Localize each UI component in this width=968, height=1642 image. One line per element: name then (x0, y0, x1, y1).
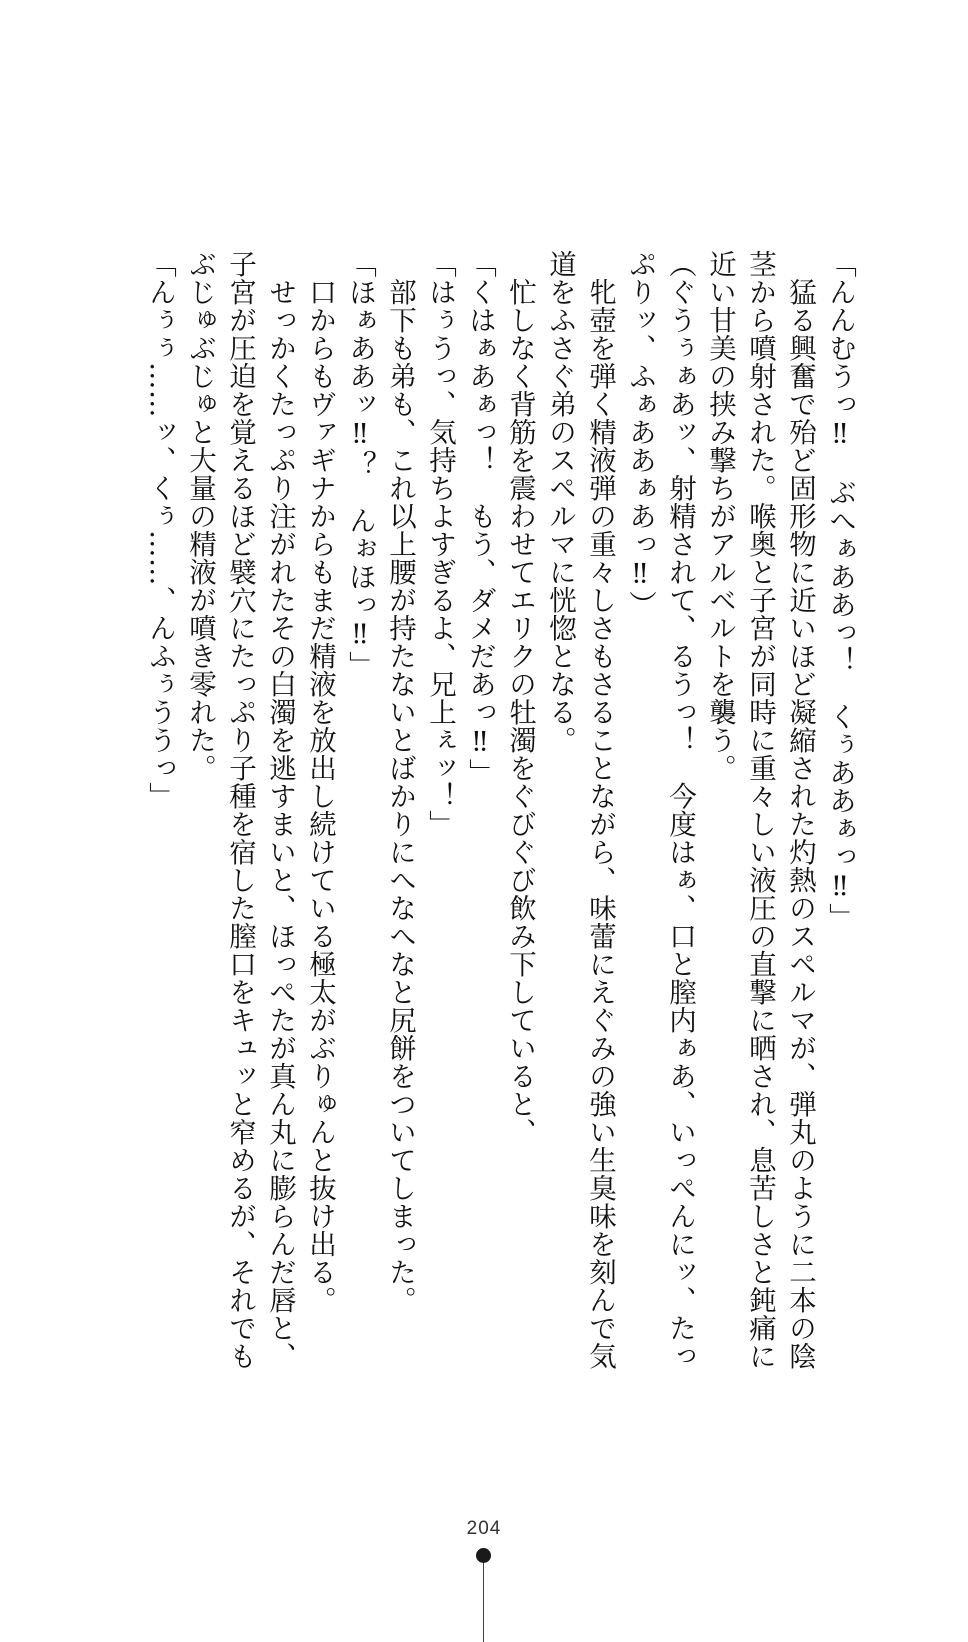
text-line: 「くはぁあぁっ！ もう、ダメだあっ‼」 (464, 250, 496, 787)
text-line: ぶじゅぶじゅと大量の精液が噴き零れた。 (184, 250, 216, 782)
vertical-text-block (144, 250, 860, 1380)
text-line: 子宮が圧迫を覚えるほど襞穴にたっぷり子種を宿した膣口をキュッと窄めるが、それでも (224, 250, 256, 1370)
text-line: 部下も弟も、これ以上腰が持たないとばかりにへなへなと尻餅をついてしまった。 (384, 250, 416, 1314)
text-line: せっかくたっぷり注がれたその白濁を逃すまいと、ほっぺたが真ん丸に膨らんだ唇と、 (264, 250, 296, 1370)
page-number: 204 (466, 1518, 502, 1539)
text-line: （ぐうぅぁあッ、射精されて、るうっ！ 今度はぁ、口と膣内ぁあ、いっぺんにッ、たっ (664, 250, 696, 1370)
text-line: 茎から噴射された。喉奥と子宮が同時に重々しい液圧の直撃に晒され、息苦しさと鈍痛に (744, 250, 776, 1370)
folio-dot-ornament (476, 1548, 491, 1563)
text-line: 道をふさぐ弟のスペルマに恍惚となる。 (544, 250, 576, 754)
text-line: 口からもヴァギナからもまだ精液を放出し続けている極太がぶりゅんと抜け出る。 (304, 250, 336, 1314)
text-line: 忙しなく背筋を震わせてエリクの牡濁をぐびぐび飲み下していると、 (504, 250, 536, 1146)
folio-rule-ornament (483, 1563, 484, 1642)
text-line: 近い甘美の挟み撃ちがアルベルトを襲う。 (704, 250, 736, 782)
text-line: 「はぅうっ、気持ちよすぎるよ、兄上ぇッ！」 (424, 250, 456, 838)
text-line: 猛る興奮で殆ど固形物に近いほど凝縮された灼熱のスペルマが、弾丸のように二本の陰 (784, 250, 816, 1370)
text-line: 「ほぁああッ‼？ んぉほっ‼」 (344, 250, 376, 679)
text-line: 「んぅぅ……ッ、くぅ……、んふぅううっ」 (144, 250, 176, 810)
text-line: 「んんむうっ‼ ぶへぁああっ！ くぅああぁっ‼」 (824, 250, 856, 931)
text-line: 牝壺を弾く精液弾の重々しさもさることながら、味蕾にえぐみの強い生臭味を刻んで気 (584, 250, 616, 1370)
text-line: ぷりッ、ふぁああぁあっ‼） (624, 250, 656, 619)
